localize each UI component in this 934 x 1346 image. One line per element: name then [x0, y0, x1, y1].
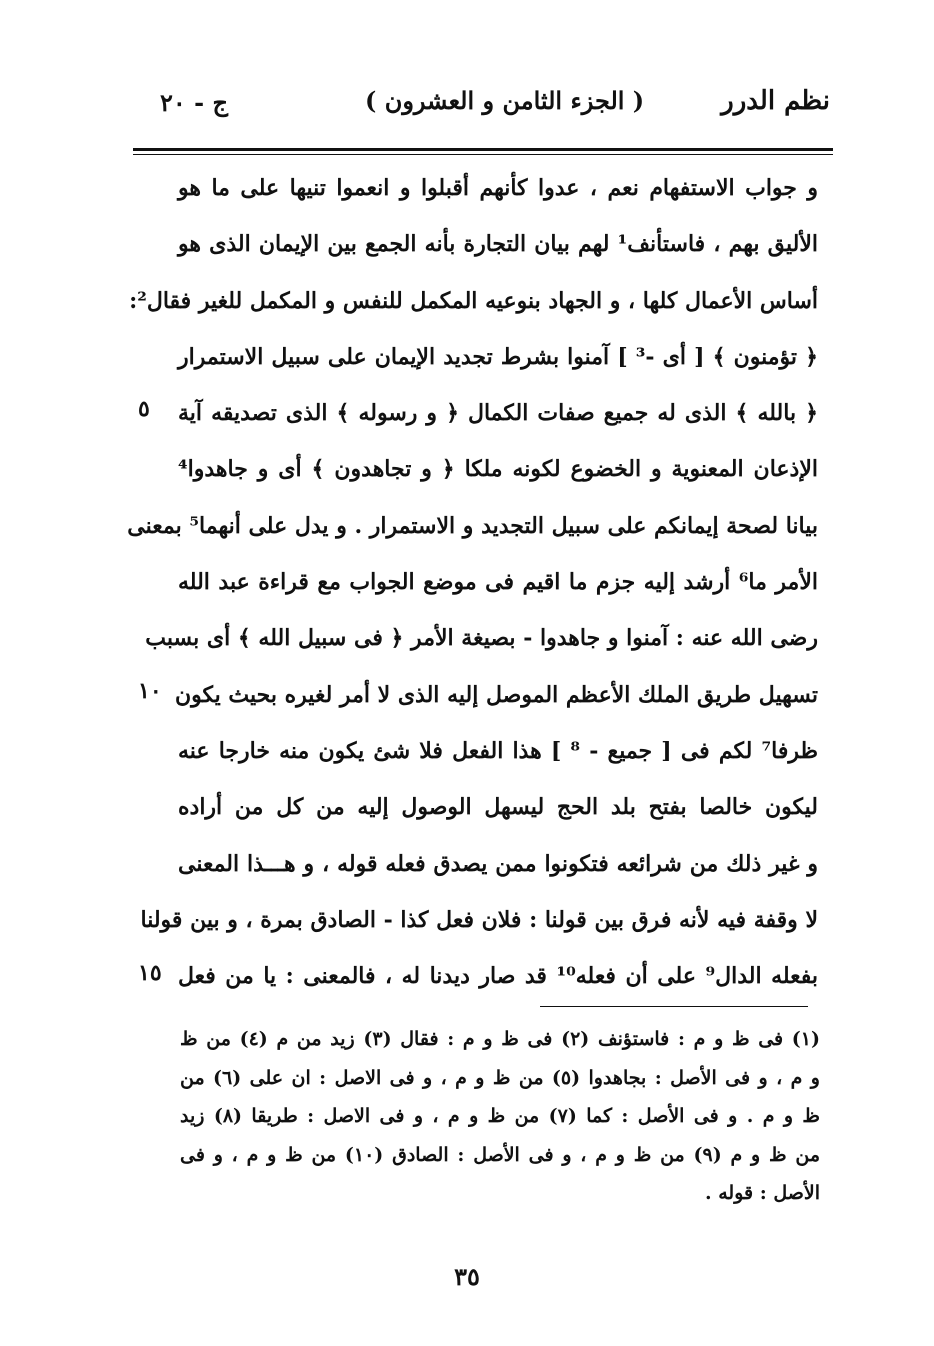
line-number-marker: ٥ [138, 396, 150, 422]
text-line: ﴿ بالله ﴾ الذى له جميع صفات الكمال ﴿ و رسوله ﴾ الذى تصديقه آية [178, 400, 818, 427]
running-header [150, 86, 830, 126]
text-line: ظرفا⁷ لكم فى [ جميع - ⁸ ] هذا الفعل فلا شئ يكون منه خارجا عنه [178, 737, 818, 764]
text-line: و جواب الاستفهام نعم ، عدوا كأنهم أقبلوا و انعموا تنيها على ما هو [178, 175, 818, 201]
text-line: الأليق بهم ، فاستأنف¹ لهم بيان التجارة بأنه الجمع بين الإيمان الذى هو [178, 231, 818, 258]
line-number-marker: ١٠ [138, 678, 162, 704]
book-title: نظم الدرر [721, 86, 830, 116]
part-label: ( الجزء الثامن و العشرون ) [365, 86, 645, 115]
text-line: بفعله الدال⁹ على أن فعله¹⁰ قد صار ديدنا له ، فالمعنى : يا من فعل [178, 963, 819, 990]
text-line: لا وقفة فيه لأنه فرق بين قولنا : فلان فعل كذا - الصادق بمرة ، و بين قولنا [140, 906, 818, 933]
footnote-line: الأصل : قوله . [705, 1182, 820, 1204]
text-line: ليكون خالصا بفتح بلد الحج ليسهل الوصول إليه من كل من أراده [178, 794, 818, 821]
text-line: تسهيل طريق الملك الأعظم الموصل إليه الذى لا أمر لغيره بحيث يكون [174, 681, 818, 708]
text-line: الأمر ما⁶ أرشد إليه جزم ما اقيم فى موضع الجواب مع قراءة عبد الله [178, 569, 819, 596]
text-line: و غير ذلك من شرائعه فتكونوا ممن يصدق فعله قوله ، و هـــذا المعنى [178, 850, 818, 877]
footnote-line: (١) فى ظ و م : فاستؤنف (٢) فى ظ و م : فقال (٣) زيد من م (٤) من ظ [180, 1028, 821, 1050]
text-line: بيانا لصحة إيمانكم على سبيل التجديد و الاستمرار . و يدل على أنهما⁵ بمعنى [127, 512, 818, 539]
text-line: أساس الأعمال كلها ، و الجهاد بنوعيه المكمل للنفس و المكمل للغير فقال²: [129, 287, 818, 314]
footnotes [180, 1020, 820, 1213]
footnote-line: من ظ و م (٩) من ظ و م ، و فى الأصل : الصادق (١٠) من ظ و م ، و فى [180, 1143, 821, 1166]
volume-label: ج - ٢٠ [160, 88, 228, 117]
line-number-marker: ١٥ [138, 960, 162, 986]
page-number: ٣٥ [454, 1262, 480, 1291]
text-line: رضى الله عنه : آمنوا و جاهدوا - بصيغة الأمر ﴿ فى سبيل الله ﴾ أى بسبب [145, 625, 818, 652]
header-rule-thick [133, 148, 833, 151]
text-line: ﴿ تؤمنون ﴾ [ أى -³ ] آمنوا بشرط تجديد الإيمان على سبيل الاستمرار [178, 343, 818, 370]
footnote-line: و م ، و فى الأصل : بجاهدوا (٥) من ظ و م ، و فى الاصل : ان على (٦) من [180, 1066, 820, 1089]
footnote-line: ظ و م . و فى الأصل : كما (٧) من ظ و م ، و فى الاصل : طريقا (٨) زيد [180, 1105, 820, 1127]
header-rule-thin [133, 154, 833, 155]
footnote-separator [540, 1006, 808, 1007]
text-line: الإذعان المعنوية و الخضوع لكونه ملكا ﴿ و تجاهدون ﴾ أى و جاهدوا⁴ [178, 456, 818, 483]
